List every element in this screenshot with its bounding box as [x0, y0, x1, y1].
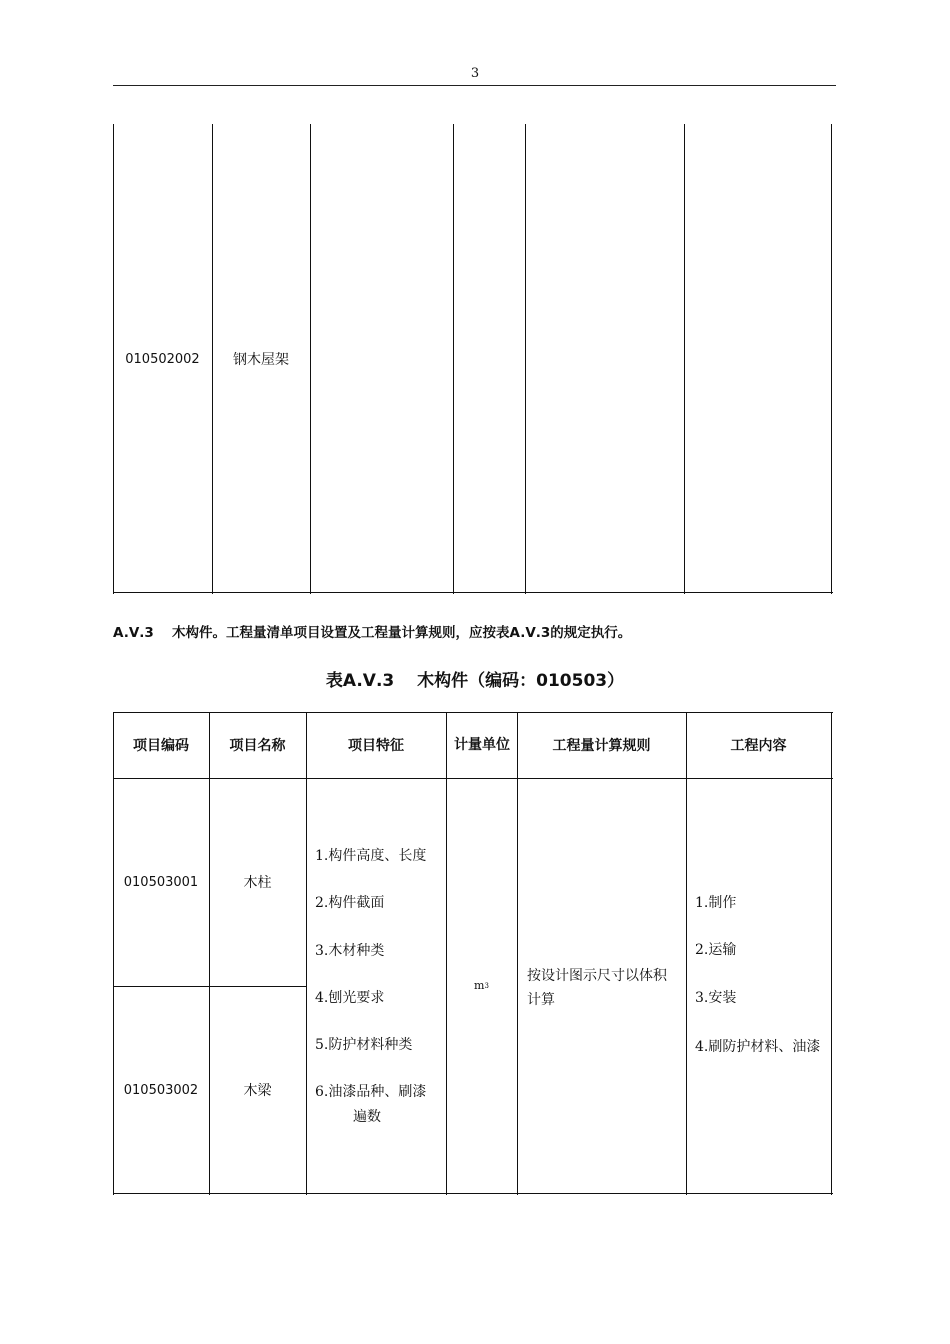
feature-item: 4.刨光要求: [315, 990, 385, 1006]
content-item: 2.运输: [695, 942, 737, 958]
column-divider: [517, 712, 518, 1195]
row-name: 木柱: [243, 875, 272, 891]
continued-table: [113, 124, 833, 594]
item-name: 钢木屋架: [233, 352, 289, 368]
column-divider: [684, 124, 685, 594]
page-number: 3: [470, 66, 480, 81]
column-divider: [453, 124, 454, 594]
header-item-code: 项目编码: [133, 738, 189, 754]
unit-value: m: [474, 979, 485, 992]
feature-item: 3.木材种类: [315, 943, 385, 959]
table-caption: 表A.Ⅴ.3 木构件（编码：010503）: [325, 671, 625, 691]
column-divider: [310, 124, 311, 594]
feature-item: 1.构件高度、长度: [315, 848, 427, 864]
content-item: 3.安装: [695, 990, 737, 1006]
column-divider: [525, 124, 526, 594]
wood-components-table: [113, 712, 833, 1195]
unit-cell: [446, 778, 517, 1193]
content-item: 1.制作: [695, 895, 737, 911]
table-border-right: [831, 712, 832, 1195]
feature-item: 5.防护材料种类: [315, 1037, 413, 1053]
header-item-features: 项目特征: [348, 738, 404, 754]
feature-item: 6.油漆品种、刷漆: [315, 1084, 427, 1100]
feature-item-continued: 遍数: [353, 1109, 381, 1125]
column-divider: [686, 712, 687, 1195]
table-border-right: [831, 124, 832, 594]
unit-superscript: 3: [484, 981, 489, 990]
column-divider: [306, 712, 307, 1195]
header-calc-rule: 工程量计算规则: [552, 738, 651, 754]
clause-text: A.Ⅴ.3 木构件。工程量清单项目设置及工程量计算规则，应按表A.Ⅴ.3的规定执行。: [113, 625, 632, 641]
header-rule: [113, 85, 836, 86]
row-code: 010503001: [123, 874, 199, 890]
header-unit: 计量单位: [454, 737, 510, 753]
header-work-content: 工程内容: [730, 738, 787, 754]
header-item-name: 项目名称: [229, 738, 286, 754]
feature-item: 2.构件截面: [315, 895, 385, 911]
row-name: 木梁: [243, 1083, 272, 1099]
row-code: 010503002: [123, 1082, 199, 1098]
calc-rule: 按设计图示尺寸以体积计算: [527, 968, 667, 1008]
item-code: 010502002: [125, 351, 200, 367]
content-item: 4.刷防护材料、油漆: [695, 1039, 821, 1055]
